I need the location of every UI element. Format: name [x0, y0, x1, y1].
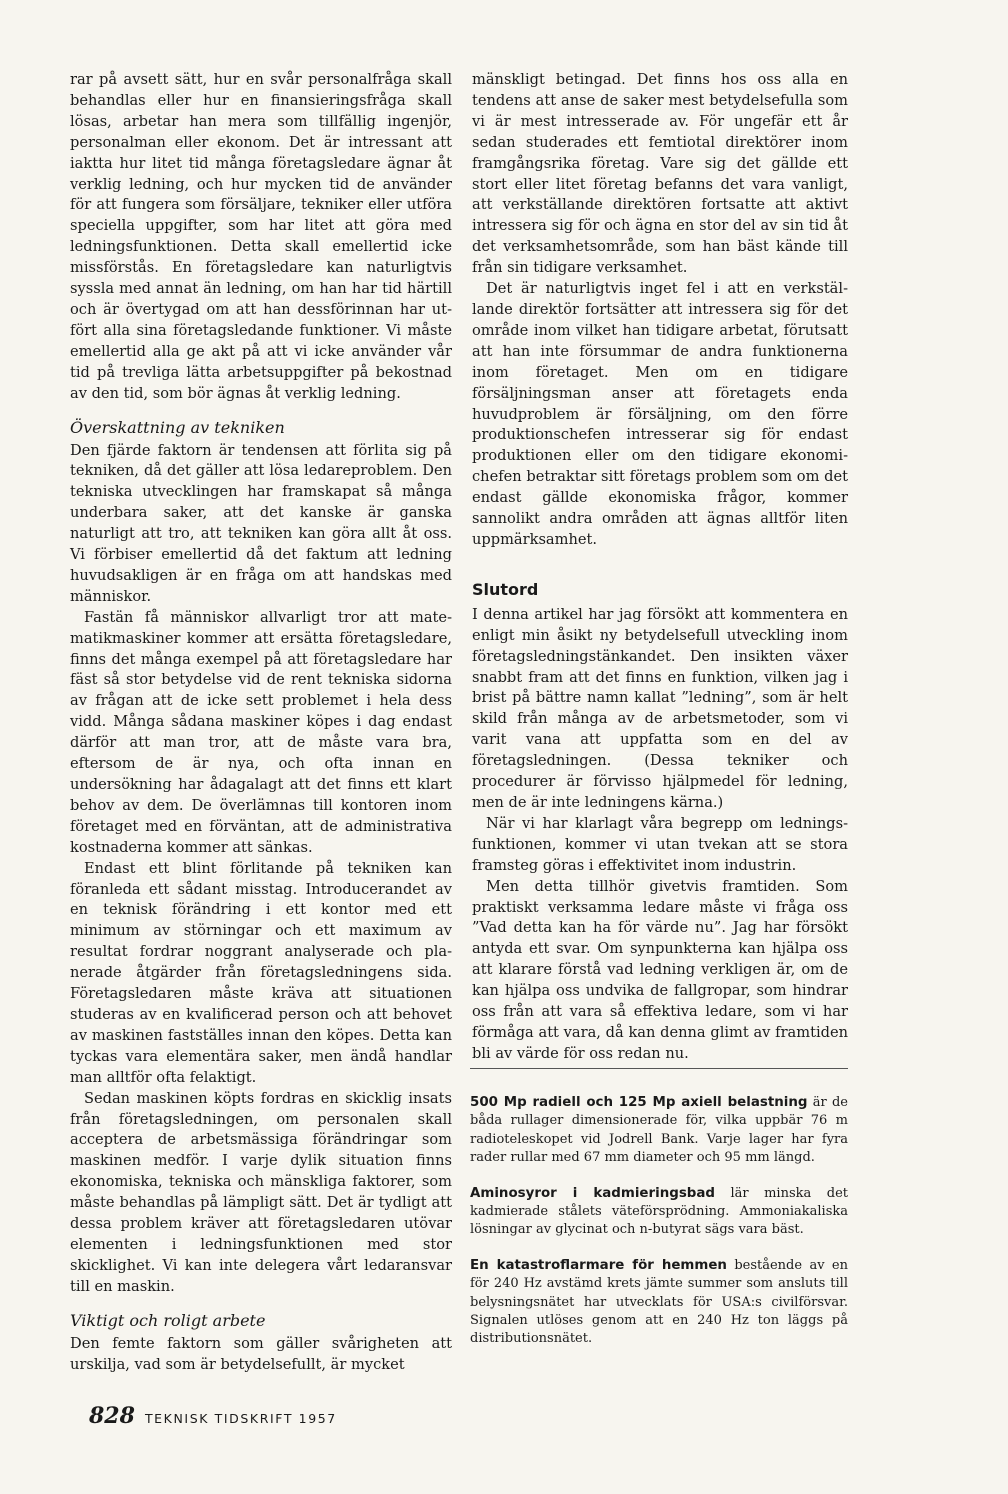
note-text: bestående av en för 240 Hz avstämd krets jämte summer som ansluts till belysningsnätet har utvecklats för USA:s civilförsvar. Signalen utlöses genom att en 240 Hz ton läggs på distributionsnätet. — [470, 1257, 848, 1347]
paragraph: Fastän få människor allvarligt tror att matematikmaskiner kommer att ersätta företagsledare, finns det många exempel på att företagsledare har fäst så stor betydelse vid de rent tekniska sidorna av frågan att de icke sett problemet i hela dess vidd. Många sådana maskiner köpes i dag endast därför att man tror, att de måste vara bra, eftersom de är nya, och ofta innan en undersökning har ådagalagt att det finns ett klart behov av dem. De överlämnas till kontoren inom företaget med en förväntan, att de administrativa kostnaderna kommer att sänkas. — [70, 608, 452, 856]
note-text: är de båda rullager dimensionerade för, vilka uppbär 76 m radioteleskopet vid Jodrell Bank. Varje lager har fyra rader rullar med 67 mm diameter och 95 mm längd. — [470, 1095, 848, 1166]
paragraph: Endast ett blint förlitande på tekniken kan föranleda ett sådant misstag. Introducerandet av en teknisk förändring i ett kontor med ett minimum av störningar och ett maximum av resultat fordrar noggrant analyserade och planerade åtgärder från företagsledningens sida. Företagsledaren måste kräva att situationen studeras av en kvalificerad person och att behovet av maskinen fastställes innan den köpes. Detta kan tyckas vara elementära saker, men ändå handlar man alltför ofta felaktigt. — [70, 859, 452, 1086]
note-lead: Aminosyror i kadmieringsbad — [470, 1185, 716, 1201]
news-notes — [470, 1094, 848, 1366]
section-heading: Slutord — [472, 579, 539, 599]
journal-name: TEKNISK TIDSKRIFT 1957 — [144, 1411, 337, 1426]
news-note — [470, 1257, 848, 1349]
paragraph: mänskligt betingad. Det finns hos oss alla en tendens att anse de saker mest betydelsefulla som vi är mest intresserade av. För ungefär ett år sedan studerades ett femtiotal direktörer inom framgångsrika företag. Vare sig det gällde ett stort eller litet företag befanns det vara vanligt, att verkställande direktören fortsatte att aktivt intressera sig för och ägna en stor del av sin tid åt det verksamhetsområde, som han bäst kände till från sin tidigare verksamhet. — [472, 71, 848, 277]
news-note — [470, 1094, 848, 1168]
divider — [470, 1068, 848, 1069]
news-note — [470, 1185, 848, 1240]
subheading: Viktigt och roligt arbete — [70, 1310, 266, 1330]
note-lead: En katastroflarmare för hemmen — [470, 1257, 727, 1273]
right-column — [472, 70, 848, 1065]
paragraph: Den femte faktorn som gäller svårigheten att urskilja, vad som är betydelsefullt, är mycket — [70, 1334, 452, 1373]
paragraph: I denna artikel har jag försökt att kommentera en enligt min åsikt ny betydelsefull utveckling inom företagsledningstänkandet. Den insikten växer snabbt fram att det finns en funktion, vilken jag i brist på bättre namn kallat ”ledning”, som är helt skild från många av de arbetsmetoder, som vi varit vana att uppfatta som en del av företagsledningen. (Dessa tekniker och procedurer är förvisso hjälpmedel för ledning, men de är inte ledningens kärna.) — [472, 605, 848, 811]
page-footer — [89, 1403, 337, 1431]
paragraph: rar på avsett sätt, hur en svår personalfråga skall behandlas eller hur en finansieringsfråga skall lösas, arbetar han mera som tillfällig ingenjör, personalman eller ekonom. Det är intressant att iaktta hur litet tid många företagsledare ägnar åt verklig ledning, och hur mycken tid de använder för att fungera som försäljare, tekniker eller utföra speciella uppgifter, som har litet att göra med ledningsfunktionen. Detta skall emellertid icke missförstås. En företagsledare kan naturligtvis syssla med annat än ledning, om han har tid härtill och är övertygad om att han dessförinnan har utfört alla sina företagsledande funktioner. Vi måste emellertid alla ge akt på att vi icke använder vår tid på trevliga lätta arbetsuppgifter på bekostnad av den tid, som bör ägnas åt verklig ledning. — [70, 71, 452, 402]
note-lead: 500 Mp radiell och 125 Mp axiell belastning — [470, 1095, 808, 1110]
subheading: Överskattning av tekniken — [70, 417, 285, 437]
paragraph: Den fjärde faktorn är tendensen att förlita sig på tekniken, då det gäller att lösa ledareproblem. Den tekniska utvecklingen har framskapat så många underbara saker, att det kanske är ganska naturligt att tro, att tekniken kan göra allt åt oss. Vi förbiser emellertid då det faktum att ledning huvudsakligen är en fråga om att handskas med människor. — [70, 441, 452, 605]
paragraph: Sedan maskinen köpts fordras en skicklig insats från företagsledningen, om personalen skall acceptera de arbetsmässiga förändringar som maskinen medför. I varje dylik situation finns ekonomiska, tekniska och mänskliga faktorer, som måste behandlas på lämpligt sätt. Det är tydligt att dessa problem kräver att företagsledaren utövar elementen i ledningsfunktionen med stor skicklighet. Vi kan inte delegera vårt ledaransvar till en maskin. — [70, 1089, 452, 1295]
paragraph: Det är naturligtvis inget fel i att en verkställande direktör fortsätter att intressera sig för det område inom vilket han tidigare arbetat, förutsatt att han inte försummar de andra funktionerna inom företaget. Men om en tidigare försäljningsman anser att företagets enda huvudproblem är försäljning, om den förre produktionschefen intresserar sig för endast produktionen eller om den tidigare ekonomichefen betraktar sitt företags problem som om det endast gällde ekonomiska frågor, kommer sannolikt andra områden att ägnas alltför liten uppmärksamhet. — [472, 280, 848, 548]
page-number: 828 — [89, 1403, 135, 1429]
left-column — [70, 70, 452, 1375]
paragraph: När vi har klarlagt våra begrepp om ledningsfunktionen, kommer vi utan tvekan att se stora framsteg göras i effektivitet inom industrin. — [472, 814, 848, 874]
paragraph: Men detta tillhör givetvis framtiden. Som praktiskt verksamma ledare måste vi fråga oss ”Vad detta kan ha för värde nu”. Jag har försökt antyda ett svar. Om synpunkterna kan hjälpa oss att klarare förstå vad ledning verkligen är, om de kan hjälpa oss undvika de fallgropar, som hindrar oss från att vara så effektiva ledare, som vi har förmåga att vara, då kan denna glimt av framtiden bli av värde för oss redan nu. — [472, 877, 848, 1062]
note-text: lär minska det kadmierade stålets väteförsprödning. Ammoniakaliska lösningar av glycinat och n-butyrat sägs vara bäst. — [470, 1185, 848, 1238]
